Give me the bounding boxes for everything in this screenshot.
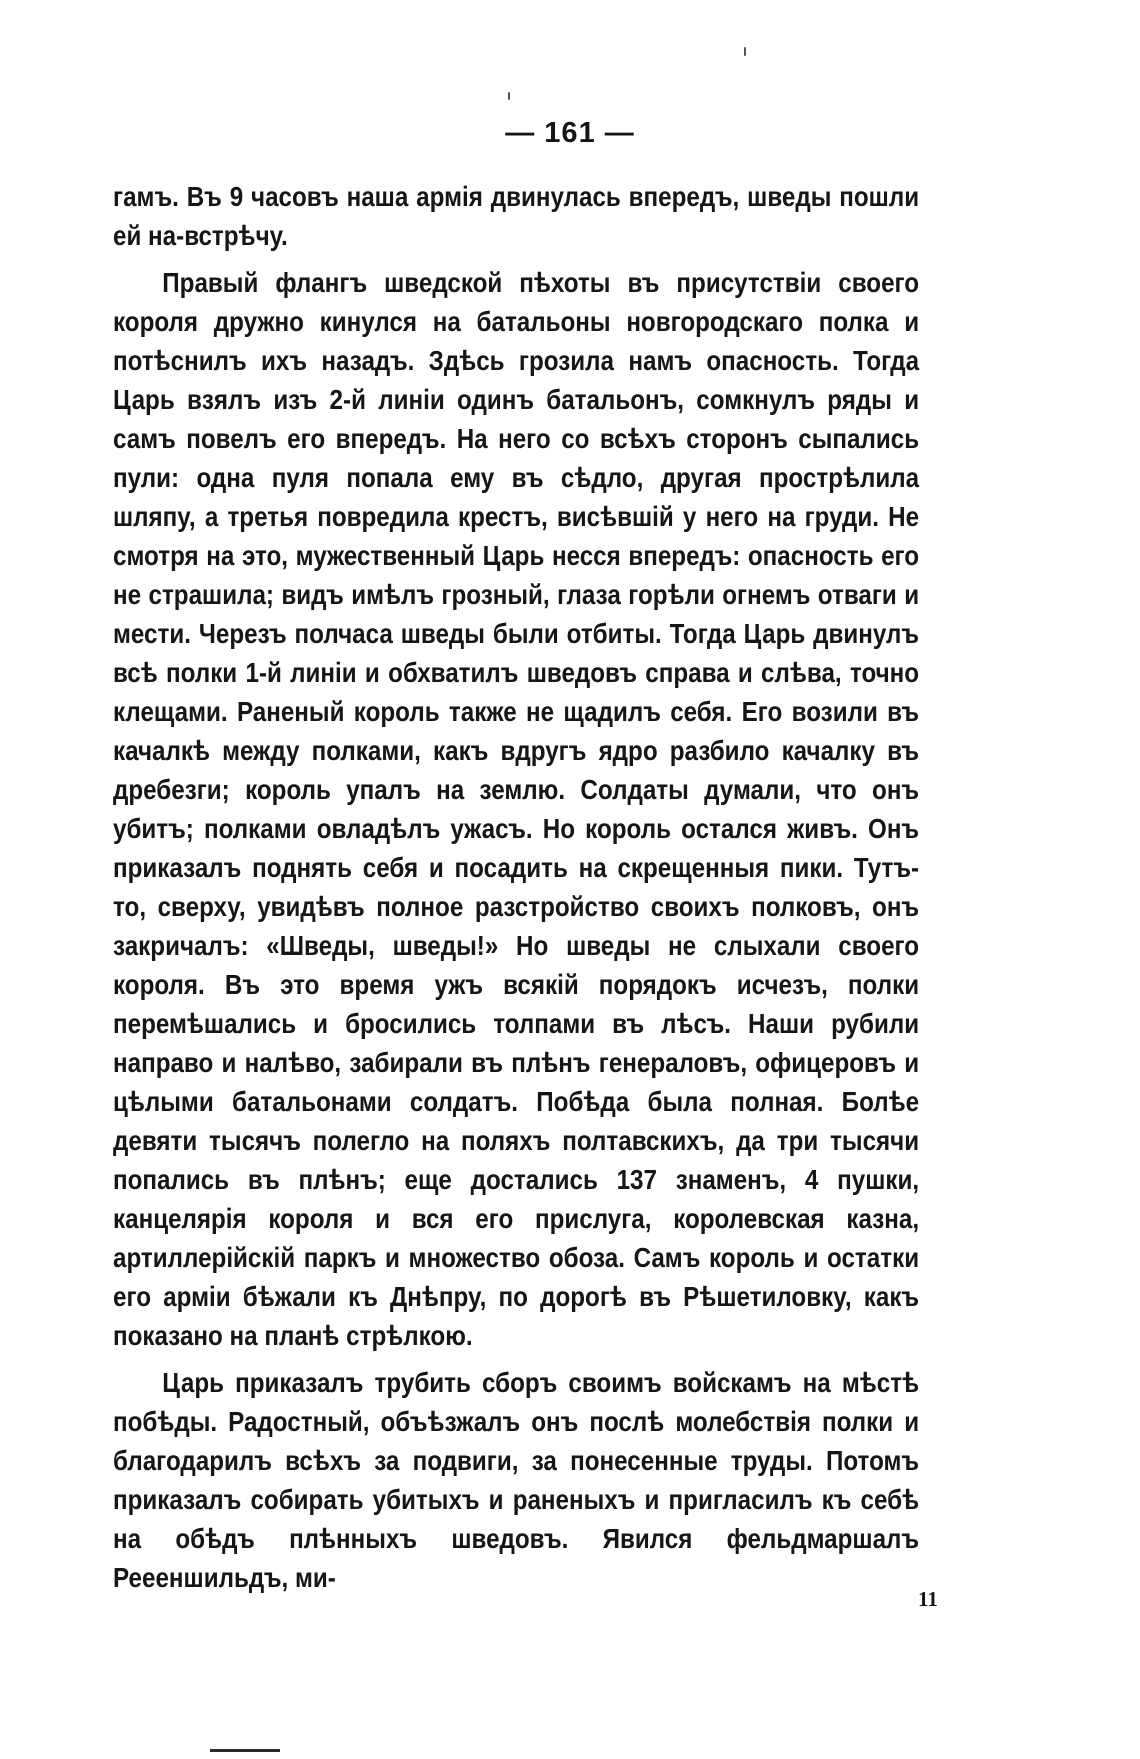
paragraph-victory: Царь приказалъ трубить сборъ своимъ войскамъ на мѣстѣ побѣды. Радостный, объѣзжалъ онъ послѣ молебствія полки и благодарилъ всѣхъ за подвиги, за понесенные труды. Потомъ приказалъ собирать убитыхъ и раненыхъ и пригласилъ къ себѣ на обѣдъ плѣнныхъ шведовъ. Явился фельдмаршалъ Реееншильдъ, ми- — [113, 1367, 920, 1593]
paragraph-battle: Правый флангъ шведской пѣхоты въ присутствіи своего короля дружно кинулся на батальоны новгородскаго полка и потѣснилъ ихъ назадъ. Здѣсь грозила намъ опасность. Тогда Царь взялъ изъ 2-й линіи одинъ батальонъ, сомкнулъ ряды и самъ повелъ его впередъ. На него со всѣхъ сторонъ сыпались пули: одна пуля попала ему въ сѣдло, другая прострѣлила шляпу, а третья повредила крестъ, висѣвшій у него на груди. Не смотря на это, мужественный Царь несся впередъ: опасность его не страшила; видъ имѣлъ грозный, глаза горѣли огнемъ отваги и мести. Черезъ полчаса шведы были отбиты. Тогда Царь двинулъ всѣ полки 1-й линіи и обхватилъ шведовъ справа и слѣва, точно клещами. Раненый король также не щадилъ себя. Его возили въ качалкѣ между полками, какъ вдругъ ядро разбило качалку въ дребезги; король упалъ на землю. Солдаты думали, что онъ убитъ; полками овладѣлъ ужасъ. Но король остался живъ. Онъ приказалъ поднять себя и посадить на скрещенныя пики. Тутъ-то, сверху, увидѣвъ полное разстройство своихъ полковъ, онъ закричалъ: «Шведы, шведы!» Но шведы не слыхали своего короля. Въ это время ужъ всякій порядокъ исчезъ, полки перемѣшались и бросились толпами въ лѣсъ. Наши рубили направо и налѣво, забирали въ плѣнъ генераловъ, офицеровъ и цѣлыми батальонами солдатъ. Побѣда была полная. Болѣе девяти тысячъ полегло на поляхъ полтавскихъ, да три тысячи попались въ плѣнъ; еще достались 137 знаменъ, 4 пушки, канцелярія короля и вся его прислуга, королевская казна, артиллерійскій паркъ и множество обоза. Самъ король и остатки его арміи бѣжали къ Днѣпру, по дорогѣ въ Рѣшетиловку, какъ показано на планѣ стрѣлкою. — [113, 267, 920, 1351]
bottom-rule — [210, 1749, 280, 1752]
page-number: — 161 — — [505, 117, 635, 149]
paragraph-continuation: гамъ. Въ 9 часовъ наша армія двинулась впередъ, шведы пошли ей на-встрѣчу. — [113, 181, 920, 251]
ink-speck — [508, 92, 510, 100]
signature-mark: 11 — [918, 1587, 938, 1611]
ink-speck — [744, 47, 746, 56]
body-text — [113, 177, 919, 1597]
